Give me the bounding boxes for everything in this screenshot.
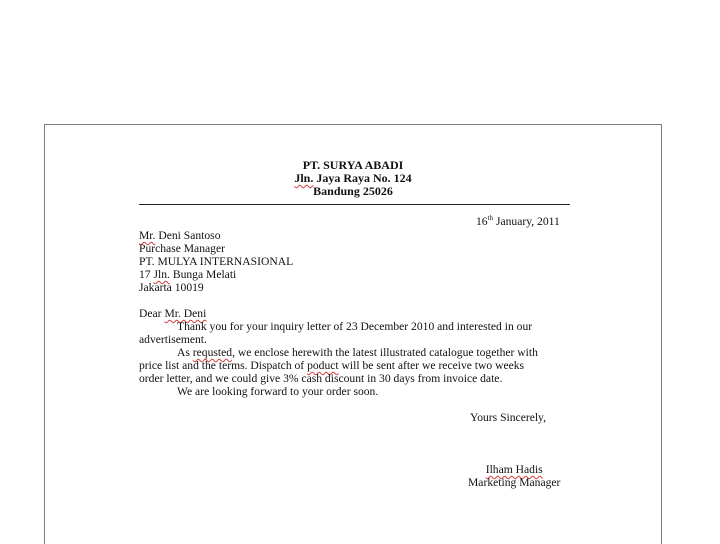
date-suffix: th: [487, 214, 494, 222]
body-p2-rest: , we enclose herewith the latest illustrated catalogue together with: [232, 346, 538, 359]
recipient-position: Purchase Manager: [139, 242, 225, 255]
recipient-title: Mr.: [139, 229, 156, 242]
salutation-name: Mr. Deni: [164, 307, 207, 320]
street-rest: Jaya Raya No. 124: [313, 171, 412, 185]
body-p1-line1: Thank you for your inquiry letter of 23 December 2010 and interested in our: [177, 320, 533, 333]
recipient-address-street: Jln.: [153, 268, 170, 281]
letter-body: [139, 320, 538, 398]
body-p2-line3: order letter, and we could give 3% cash discount in 30 days from invoice date.: [139, 372, 503, 385]
body-p2-line2: [139, 359, 538, 372]
salutation: [139, 307, 206, 320]
body-p1-line2: advertisement.: [139, 333, 207, 346]
signature-block: [468, 463, 560, 489]
body-p3: We are looking forward to your order soon.: [177, 385, 379, 398]
company-name: PT. SURYA ABADI: [302, 158, 404, 172]
recipient-company: PT. MULYA INTERNASIONAL: [139, 255, 294, 268]
signature-title: Marketing Manager: [468, 476, 561, 489]
closing: Yours Sincerely,: [470, 411, 547, 424]
body-p2-word: requsted: [192, 346, 233, 359]
date-day: 16: [476, 215, 488, 228]
signature-name-text: Ilham Hadis: [485, 463, 543, 476]
company-city: Bandung 25026: [313, 184, 393, 198]
recipient-name: [139, 229, 293, 242]
body-p2-line2-a: price list and the terms. Dispatch of: [139, 359, 308, 372]
salutation-prefix: Dear: [139, 307, 165, 320]
letter-date: [476, 215, 560, 228]
recipient-address-rest: Bunga Melati: [169, 268, 237, 281]
letterhead: [45, 159, 661, 198]
body-p2-prefix: As: [177, 346, 193, 359]
body-p2-line2-word: poduct: [307, 359, 339, 372]
recipient-address-num: 17: [139, 268, 154, 281]
recipient-block: [139, 229, 293, 294]
body-p2-line2-b: will be sent after we receive two weeks: [338, 359, 525, 372]
date-rest: January, 2011: [493, 215, 560, 228]
street-prefix: Jln.: [294, 171, 314, 185]
recipient-address: [139, 268, 293, 281]
recipient-name-rest: Deni Santoso: [155, 229, 221, 242]
body-p2-line1: [139, 346, 538, 359]
signature-name: [468, 463, 560, 476]
recipient-city: Jakarta 10019: [139, 281, 204, 294]
letterhead-divider: [139, 204, 570, 205]
letter-page: [44, 124, 662, 544]
